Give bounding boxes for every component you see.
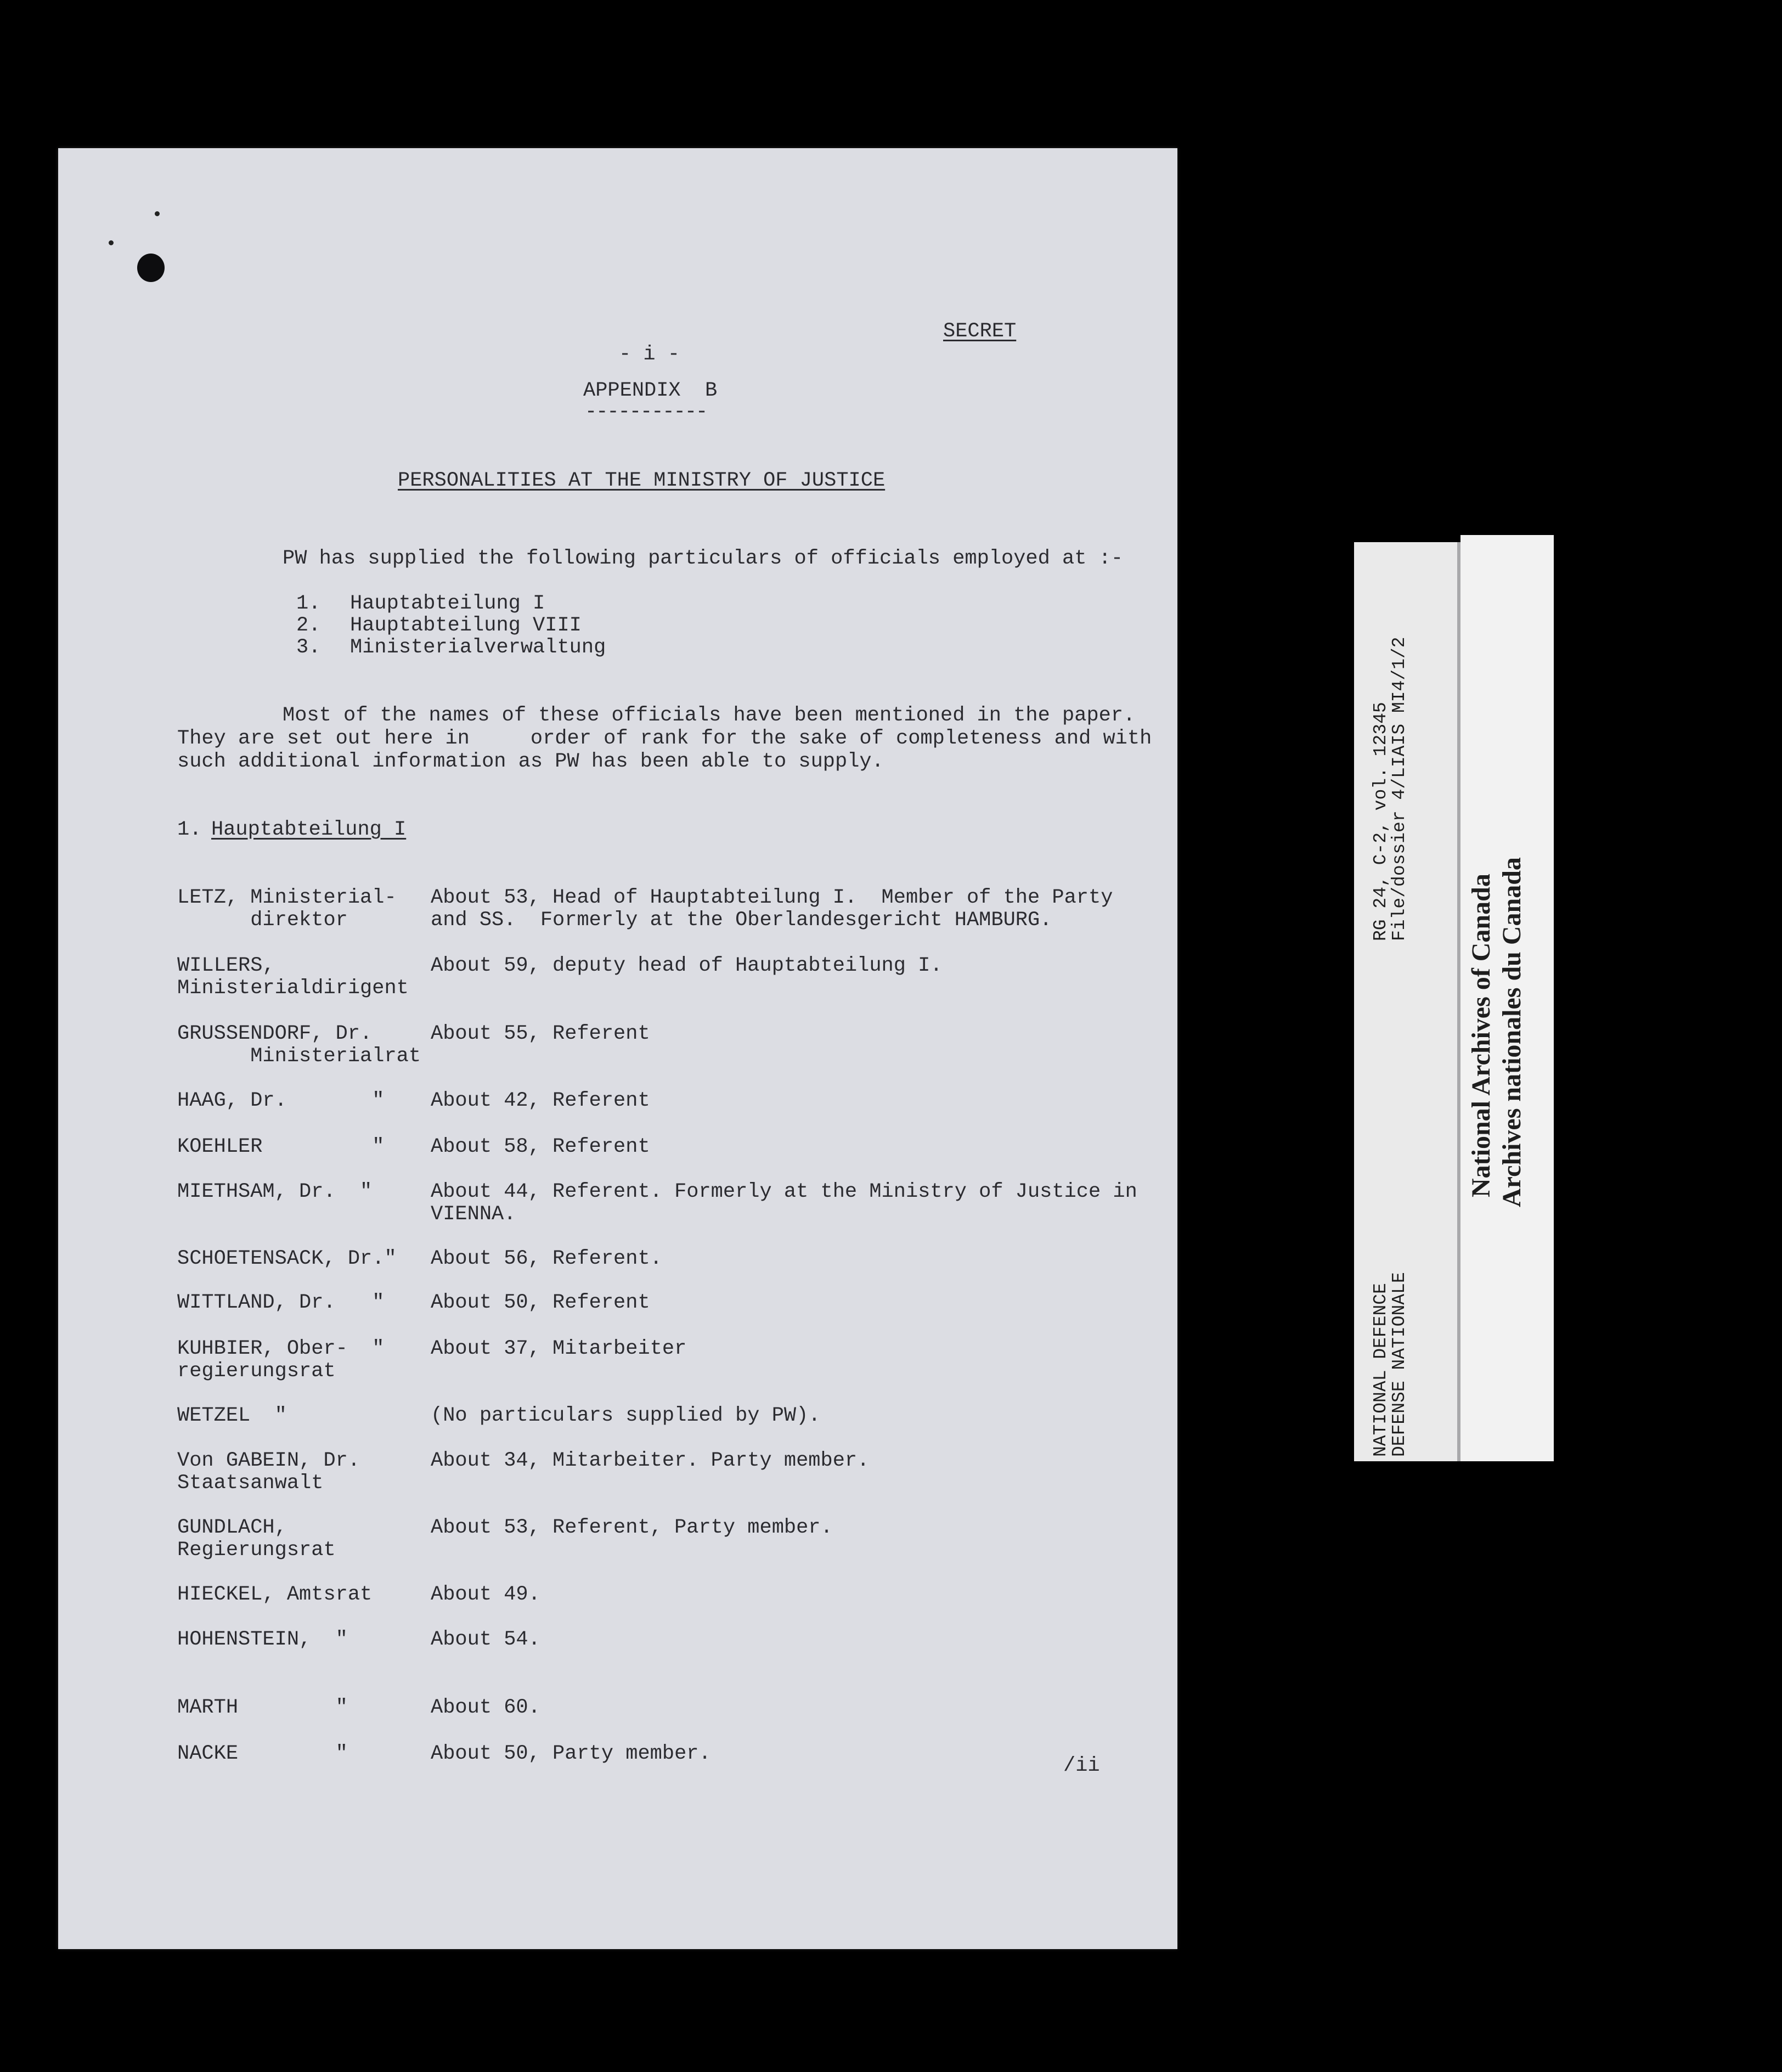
official-details: About 56, Referent. [431,1247,662,1270]
department-label-line: NATIONAL DEFENCE [1371,1283,1391,1457]
official-details: About 59, deputy head of Hauptabteilung I. [431,954,943,977]
page-number: - i - [619,343,680,366]
appendix-heading: APPENDIX B [583,379,718,402]
paragraph-line: Most of the names of these officials have been mentioned in the paper. [283,704,1136,727]
official-name: regierungsrat [177,1360,336,1383]
official-name: Ministerialrat [177,1045,421,1068]
official-details: VIENNA. [431,1203,516,1226]
document-title: PERSONALITIES AT THE MINISTRY OF JUSTICE [398,469,886,492]
official-name: MIETHSAM, Dr. " [177,1180,373,1203]
archive-reference-line: File/dossier 4/LIAIS MI4/1/2 [1389,637,1409,941]
appendix-underline: ----------- [585,401,707,424]
official-name: NACKE " [177,1742,348,1765]
official-name: LETZ, Ministerial- [177,886,397,909]
department-name: Hauptabteilung I [350,592,545,615]
official-name: direktor [177,909,348,932]
archive-reference-line: RG 24, C-2, vol. 12345 [1371,702,1391,941]
official-details: About 50, Referent [431,1291,650,1314]
official-name: HIECKEL, Amtsrat [177,1583,373,1606]
department-number: 2. [296,614,321,637]
official-name: SCHOETENSACK, Dr." [177,1247,397,1270]
ink-speck [109,240,114,245]
department-number: 3. [296,636,321,659]
official-details: About 37, Mitarbeiter [431,1337,687,1360]
department-name: Hauptabteilung VIII [350,614,582,637]
official-name: Regierungsrat [177,1539,336,1562]
official-details: About 49. [431,1583,540,1606]
section-heading: Hauptabteilung I [211,818,407,841]
department-name: Ministerialverwaltung [350,636,606,659]
official-details: About 53, Head of Hauptabteilung I. Member of the Party [431,886,1113,909]
official-details: About 53, Referent, Party member. [431,1516,833,1539]
official-name: GRUSSENDORF, Dr. [177,1022,373,1045]
official-details: About 58, Referent [431,1135,650,1158]
official-details: About 34, Mitarbeiter. Party member. [431,1449,870,1472]
official-name: WITTLAND, Dr. " [177,1291,385,1314]
continuation-marker: /ii [1063,1754,1100,1777]
official-name: Staatsanwalt [177,1472,324,1495]
official-name: HOHENSTEIN, " [177,1628,348,1651]
official-details: About 44, Referent. Formerly at the Ministry of Justice in [431,1180,1137,1203]
official-name: WETZEL " [177,1404,287,1427]
official-name: KUHBIER, Ober- " [177,1337,385,1360]
official-details: About 42, Referent [431,1089,650,1112]
official-name: Ministerialdirigent [177,977,409,1000]
archive-name-line: National Archives of Canada [1467,874,1496,1197]
section-number: 1. [177,818,202,841]
official-details: and SS. Formerly at the Oberlandesgericht HAMBURG. [431,909,1052,932]
official-details: About 60. [431,1696,540,1719]
official-details: (No particulars supplied by PW). [431,1404,821,1427]
official-details: About 54. [431,1628,540,1651]
official-name: MARTH " [177,1696,348,1719]
official-name: Von GABEIN, Dr. [177,1449,360,1472]
official-details: About 55, Referent [431,1022,650,1045]
official-name: GUNDLACH, [177,1516,287,1539]
official-details: About 50, Party member. [431,1742,711,1765]
official-name: WILLERS, [177,954,275,977]
paragraph-line: such additional information as PW has been able to supply. [177,750,884,773]
punch-hole [137,254,165,282]
paragraph-line: They are set out here in order of rank for the sake of completeness and with [177,727,1152,750]
intro-text: PW has supplied the following particulars of officials employed at :- [283,547,1124,570]
archive-name-line: Archives nationales du Canada [1497,857,1526,1207]
official-name: KOEHLER " [177,1135,385,1158]
official-name: HAAG, Dr. " [177,1089,385,1112]
classification-label: SECRET [943,320,1017,343]
department-label-line: DEFENSE NATIONALE [1389,1272,1409,1457]
department-number: 1. [296,592,321,615]
ink-speck [155,211,160,216]
